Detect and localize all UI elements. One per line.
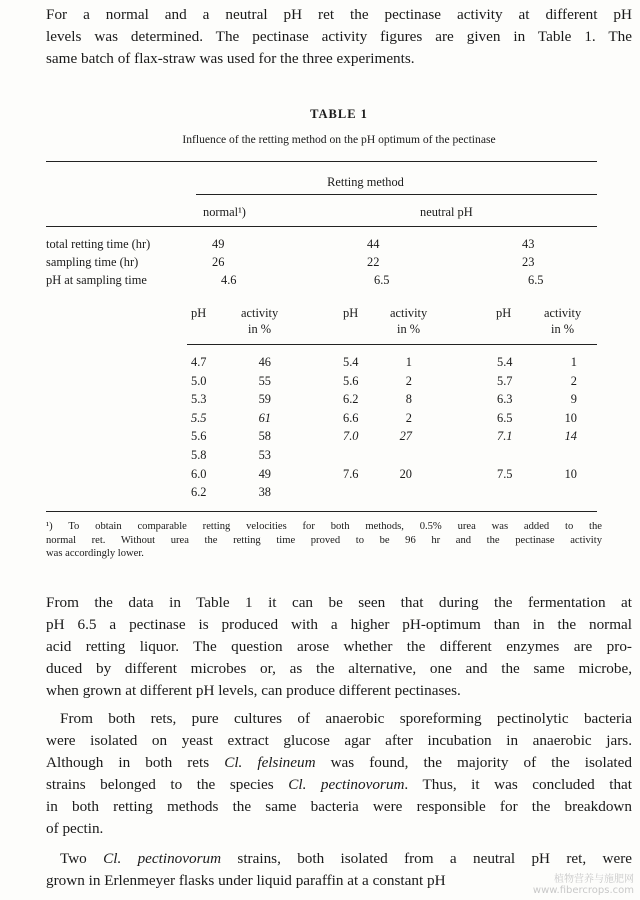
ph-cell: 5.5 [191, 410, 207, 425]
ph-cell: 6.5 [497, 410, 513, 425]
text-line: From the data in Table 1 it can be seen that during the fermentation at [46, 594, 632, 611]
activity-cell: 1 [405, 355, 412, 369]
text-line: Two Cl. pectinovorum strains, both isolated from a neutral pH ret, were [60, 850, 632, 867]
method-normal-header: normal¹) [203, 205, 246, 219]
subtable-header-rule [187, 344, 597, 345]
method-header-rule [46, 226, 597, 227]
table-bottom-rule [46, 511, 597, 512]
activity-cell: 1 [570, 355, 577, 369]
row-label-ph-sampling: pH at sampling time [46, 273, 147, 287]
watermark-line: 植物营养与施肥网 [554, 874, 634, 885]
text-line: levels was determined. The pectinase activity figures are given in Table 1. The [46, 28, 632, 45]
ph-cell: 6.0 [191, 466, 207, 481]
ph-cell: 7.1 [497, 429, 513, 444]
value-ph-normal: 4.6 [221, 273, 237, 287]
text-line: For a normal and a neutral pH ret the pectinase activity at different pH [46, 6, 632, 23]
text-line: were isolated on yeast extract glucose agar after incubation in anaerobic jars. [46, 732, 632, 749]
watermark-line: www.fibercrops.com [532, 885, 634, 896]
ph-cell: 5.6 [191, 429, 207, 444]
col-header-ph: pH [191, 306, 207, 320]
footnote-line: was accordingly lower. [46, 548, 144, 559]
body-paragraph-2 [46, 708, 632, 840]
activity-cell: 10 [564, 466, 577, 481]
ph-cell: 5.4 [497, 355, 513, 369]
table-caption: Influence of the retting method on the pH optimum of the pectinase [182, 133, 496, 146]
activity-cell: 55 [258, 373, 271, 388]
row-label-retting-time: total retting time (hr) [46, 237, 151, 251]
activity-cell: 59 [258, 392, 271, 407]
ph-cell: 6.6 [343, 410, 359, 425]
activity-cell: 27 [399, 429, 412, 444]
ph-cell: 7.5 [497, 466, 513, 481]
ph-cell: 5.7 [497, 373, 513, 388]
activity-cell: 9 [570, 392, 577, 407]
value-ph-neutral-a: 6.5 [374, 273, 390, 287]
ph-cell: 5.0 [191, 373, 207, 388]
text-line: same batch of flax-straw was used for the three experiments. [46, 50, 415, 67]
value-retting-normal: 49 [212, 237, 225, 251]
activity-cell: 46 [258, 355, 271, 369]
retting-method-header: Retting method [327, 175, 404, 189]
col-header-unit: in % [397, 322, 421, 336]
ph-cell: 6.2 [343, 392, 359, 407]
text-line: acid retting liquor. The question arose whether the different enzymes are pro- [46, 638, 632, 655]
col-header-unit: in % [551, 322, 575, 336]
activity-cell: 49 [258, 466, 271, 481]
ph-cell: 7.6 [343, 466, 359, 481]
value-sampling-neutral-a: 22 [367, 255, 380, 269]
text-line: duced by different microbes or, as the alternative, one and the same microbe, [46, 660, 632, 677]
intro-paragraph [46, 4, 632, 70]
col-header-unit: in % [248, 322, 272, 336]
table-top-rule [46, 161, 597, 162]
activity-cell: 14 [564, 429, 577, 444]
ph-cell: 5.4 [343, 355, 359, 369]
method-neutral-header: neutral pH [420, 205, 473, 219]
value-sampling-neutral-b: 23 [522, 255, 535, 269]
watermark [533, 874, 634, 896]
col-header-activity: activity [241, 306, 279, 320]
ph-cell: 6.2 [191, 485, 207, 500]
text-line: From both rets, pure cultures of anaerobic sporeforming pectinolytic bacteria [60, 710, 632, 727]
activity-cell: 61 [258, 410, 271, 425]
col-header-activity: activity [544, 306, 582, 320]
value-ph-neutral-b: 6.5 [528, 273, 544, 287]
activity-cell: 38 [258, 485, 271, 500]
ph-cell: 7.0 [343, 429, 359, 444]
activity-cell: 8 [405, 392, 412, 407]
activity-cell: 10 [564, 410, 577, 425]
table-footnote [46, 520, 602, 561]
body-paragraph-1 [46, 592, 632, 702]
ph-cell: 5.6 [343, 373, 359, 388]
ph-cell: 5.8 [191, 448, 207, 462]
activity-cell: 53 [258, 448, 271, 462]
col-header-ph: pH [343, 306, 359, 320]
value-retting-neutral-a: 44 [367, 237, 380, 251]
col-header-activity: activity [390, 306, 428, 320]
footnote-line: normal ret. Without urea the retting time proved to be 96 hr and the pectinase activity [46, 534, 602, 546]
ph-cell: 6.3 [497, 392, 513, 407]
table-title: TABLE 1 [310, 107, 368, 121]
text-line: grown in Erlenmeyer flasks under liquid paraffin at a constant pH [46, 872, 446, 889]
text-line: pH 6.5 a pectinase is produced with a higher pH-optimum than in the normal [46, 616, 632, 633]
text-line: strains belonged to the species Cl. pectinovorum. Thus, it was concluded that [46, 776, 633, 793]
activity-cell: 2 [570, 373, 577, 388]
activity-cell: 20 [399, 466, 412, 481]
row-label-sampling-time: sampling time (hr) [46, 255, 139, 269]
ph-cell: 5.3 [191, 392, 207, 407]
value-sampling-normal: 26 [212, 255, 225, 269]
group-header-rule [196, 194, 597, 195]
text-line: of pectin. [46, 820, 104, 837]
activity-cell: 2 [405, 410, 412, 425]
text-line: Although in both rets Cl. felsineum was found, the majority of the isolated [46, 754, 632, 771]
activity-cell: 2 [405, 373, 412, 388]
text-line: when grown at different pH levels, can produce different pectinases. [46, 682, 461, 699]
footnote-line: ¹) To obtain comparable retting velocities for both methods, 0.5% urea was added to the [46, 521, 602, 532]
ph-cell: 4.7 [191, 355, 207, 369]
text-line: in both retting methods the same bacteria were responsible for the breakdown [46, 798, 632, 815]
col-header-ph: pH [496, 306, 512, 320]
activity-cell: 58 [258, 429, 271, 444]
value-retting-neutral-b: 43 [522, 237, 535, 251]
